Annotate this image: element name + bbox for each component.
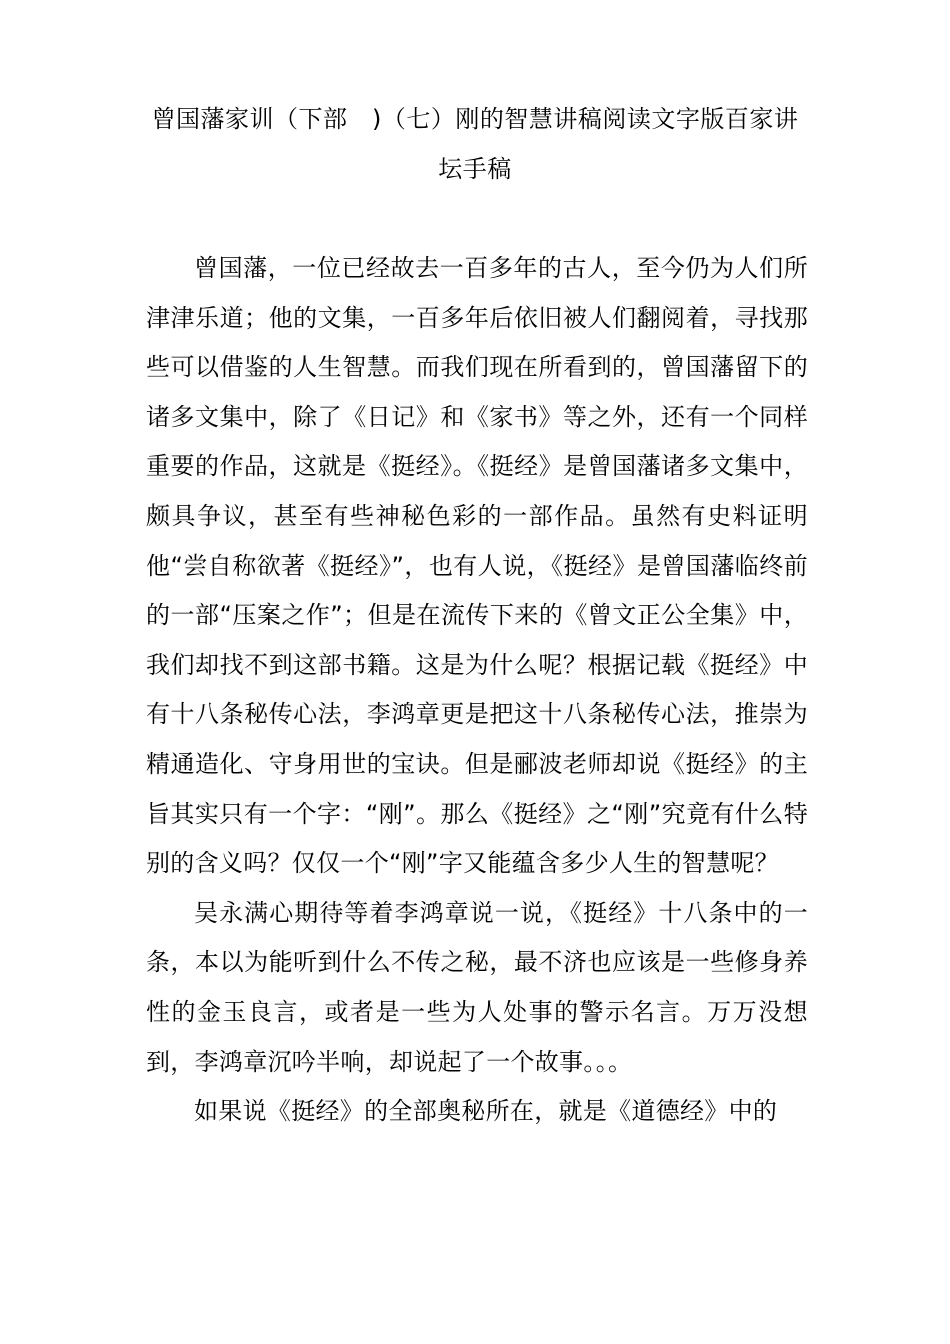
paragraph-1: 曾国藩，一位已经故去一百多年的古人，至今仍为人们所津津乐道；他的文集，一百多年后依旧被人们翻阅着，寻找那些可以借鉴的人生智慧。而我们现在所看到的，曾国藩留下的诸多文集中，除了《日记》和《家书》等之外，还有一个同样重要的作品，这就是《挺经》。《挺经》是曾国藩诸多文集中，颇具争议，甚至有些神秘色彩的一部作品。虽然有史料证明他“尝自称欲著《挺经》”，也有人说，《挺经》是曾国藩临终前的一部“压案之作”；但是在流传下来的《曾文正公全集》中，我们却找不到这部书籍。这是为什么呢？根据记载《挺经》中有十八条秘传心法，李鸿章更是把这十八条秘传心法，推崇为精通造化、守身用世的宝诀。但是郦波老师却说《挺经》的主旨其实只有一个字：“刚”。那么《挺经》之“刚”究竟有什么特别的含义吗？仅仅一个“刚”字又能蕴含多少人生的智慧呢？ — [146, 254, 808, 878]
document-body — [146, 244, 808, 1137]
paragraph-2: 吴永满心期待等着李鸿章说一说，《挺经》十八条中的一条，本以为能听到什么不传之秘，最不济也应该是一些修身养性的金玉良言，或者是一些为人处事的警示名言。万万没想到，李鸿章沉吟半响，却说起了一个故事。。。 — [146, 898, 808, 1076]
document-title: 曾国藩家训（下部 )（七）刚的智慧讲稿阅读文字版百家讲坛手稿 — [151, 105, 799, 183]
paragraph-3: 如果说《挺经》的全部奥秘所在，就是《道德经》中的 — [194, 1097, 778, 1126]
